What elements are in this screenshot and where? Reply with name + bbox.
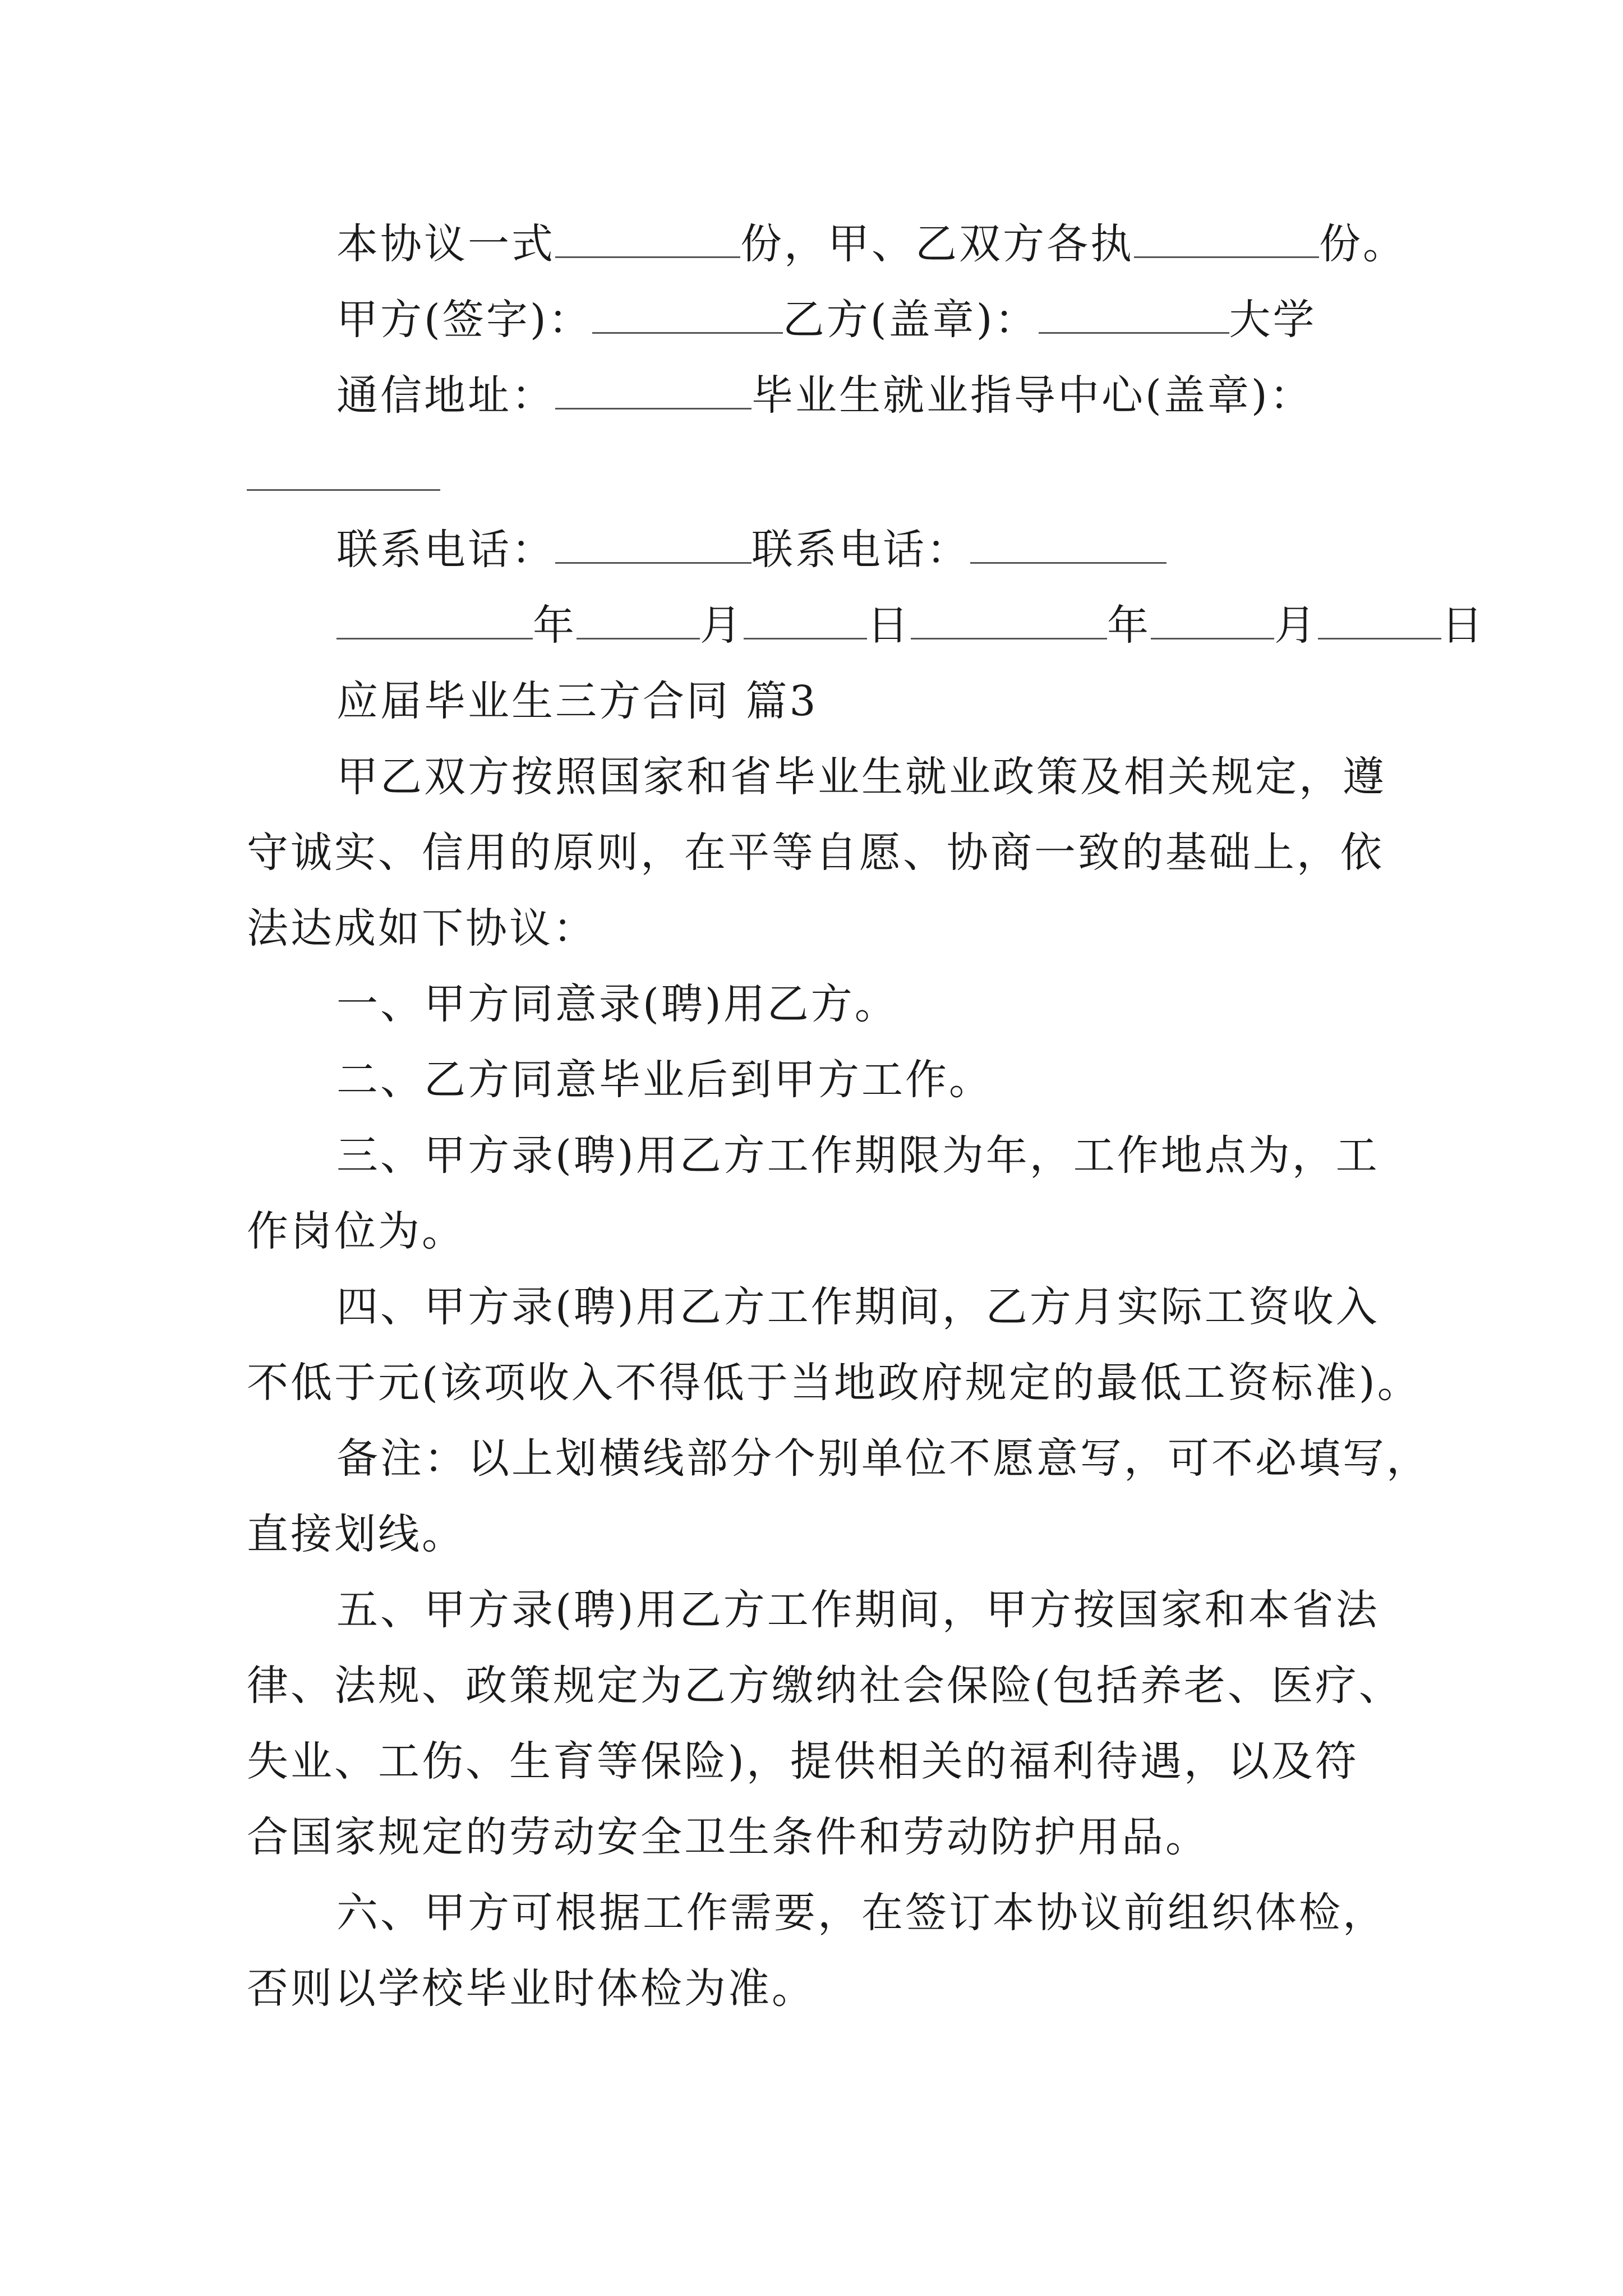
party-a-sign-label: 甲方(签字)：: [336, 296, 592, 344]
date-b-year-blank[interactable]: [911, 596, 1107, 639]
university-label: 大学: [1229, 296, 1317, 344]
paragraph-line: 法达成如下协议：: [247, 904, 597, 953]
month-label: 月: [1274, 601, 1318, 650]
date-b-month-blank[interactable]: [1151, 596, 1274, 639]
phone-line: [336, 513, 1166, 586]
phone-b-label: 联系电话：: [751, 526, 970, 574]
address-line: [336, 359, 1313, 432]
copies-end: 份。: [1319, 220, 1407, 268]
date-a-month-blank[interactable]: [577, 596, 700, 639]
date-b-day-blank[interactable]: [1318, 596, 1441, 639]
section-heading: 应届毕业生三方合同 篇3: [336, 677, 818, 725]
date-a-day-blank[interactable]: [744, 596, 867, 639]
day-label: 日: [867, 601, 911, 650]
clause-5-cont: 合国家规定的劳动安全卫生条件和劳动防护用品。: [247, 1813, 1209, 1861]
copies-line: [336, 208, 1407, 280]
address-label: 通信地址：: [336, 371, 555, 420]
guidance-center-seal-label: 毕业生就业指导中心(盖章)：: [751, 371, 1313, 420]
day-label: 日: [1441, 601, 1485, 650]
clause-6-cont: 否则以学校毕业时体检为准。: [247, 1964, 815, 2013]
clause-6: 六、甲方可根据工作需要，在签订本协议前组织体检，: [336, 1889, 1386, 1937]
phone-a-label: 联系电话：: [336, 526, 555, 574]
remark-cont: 直接划线。: [247, 1510, 465, 1558]
copies-each-blank[interactable]: [1134, 215, 1319, 258]
address-blank[interactable]: [555, 366, 751, 409]
year-label: 年: [1107, 601, 1151, 650]
year-label: 年: [533, 601, 577, 650]
paragraph-line: 甲乙双方按照国家和省毕业生就业政策及相关规定，遵: [336, 753, 1386, 801]
party-b-seal-label: 乙方(盖章)：: [782, 296, 1039, 344]
phone-a-blank[interactable]: [555, 521, 751, 564]
month-label: 月: [700, 601, 744, 650]
clause-3: 三、甲方录(聘)用乙方工作期限为年，工作地点为，工: [336, 1131, 1380, 1180]
remark: 备注：以上划横线部分个别单位不愿意写，可不必填写，: [336, 1434, 1430, 1483]
clause-4-cont: 不低于元(该项收入不得低于当地政府规定的最低工资标准)。: [247, 1359, 1421, 1407]
party-b-seal-blank[interactable]: [1039, 291, 1229, 334]
clause-3-cont: 作岗位为。: [247, 1207, 465, 1255]
phone-b-blank[interactable]: [970, 521, 1166, 564]
signature-line: [336, 283, 1317, 356]
clause-2: 二、乙方同意毕业后到甲方工作。: [336, 1056, 993, 1104]
clause-5: 五、甲方录(聘)用乙方工作期间，甲方按国家和本省法: [336, 1586, 1380, 1634]
copies-total-blank[interactable]: [555, 215, 740, 258]
copies-each-label: 份，甲、乙双方各执: [740, 220, 1134, 268]
party-a-sign-blank[interactable]: [592, 291, 783, 334]
guidance-center-seal-blank[interactable]: [247, 489, 440, 491]
clause-1: 一、甲方同意录(聘)用乙方。: [336, 980, 898, 1028]
copies-label: 本协议一式: [336, 220, 555, 268]
clause-5-cont: 失业、工伤、生育等保险)，提供相关的福利待遇，以及符: [247, 1737, 1359, 1786]
paragraph-line: 守诚实、信用的原则，在平等自愿、协商一致的基础上，依: [247, 829, 1384, 877]
date-line: [336, 589, 1485, 662]
clause-4: 四、甲方录(聘)用乙方工作期间，乙方月实际工资收入: [336, 1283, 1380, 1331]
date-a-year-blank[interactable]: [336, 596, 533, 639]
clause-5-cont: 律、法规、政策规定为乙方缴纳社会保险(包括养老、医疗、: [247, 1662, 1403, 1710]
